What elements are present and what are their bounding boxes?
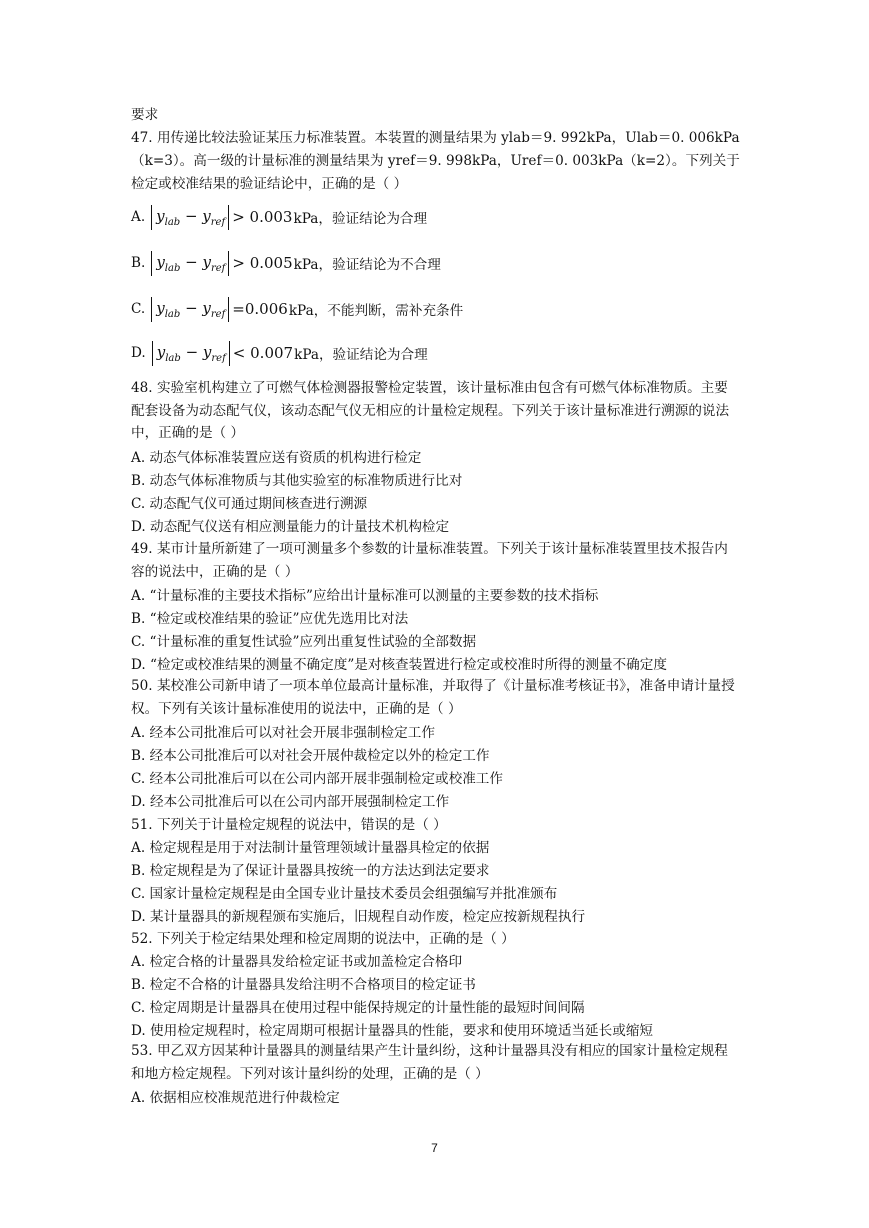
abs-difference-formula: $y_{lab} - y_{ref}$ — [151, 251, 229, 276]
heading-fragment: 要求 — [131, 107, 159, 123]
q48-option-d: D. 动态配气仪送有相应测量能力的计量技术机构检定 — [131, 519, 450, 535]
q47-option-d — [131, 339, 428, 367]
q49-option-c: C. “计量标准的重复性试验”应列出重复性试验的全部数据 — [131, 634, 477, 650]
q47-stem-line-2: （k=3）。高一级的计量标准的测量结果为 yref＝9. 998kPa，Uref＝0. 003kPa（k=2）。下列关于 — [131, 153, 740, 169]
q47-option-c — [131, 295, 463, 323]
q53-option-a: A. 依据相应校准规范进行仲裁检定 — [131, 1090, 340, 1106]
q50-option-b: B. 经本公司批准后可以对社会开展仲裁检定以外的检定工作 — [131, 748, 490, 764]
option-label: A. — [131, 209, 146, 225]
abs-difference-formula: $y_{lab} - y_{ref}$ — [151, 205, 229, 230]
q52-stem: 52. 下列关于检定结果处理和检定周期的说法中，正确的是（ ） — [131, 931, 515, 947]
abs-difference-formula: $y_{lab} - y_{ref}$ — [151, 297, 229, 322]
q49-option-a: A. “计量标准的主要技术指标”应给出计量标准可以测量的主要参数的技术指标 — [131, 588, 599, 604]
option-label: D. — [131, 345, 146, 361]
q49-option-d: D. “检定或校准结果的测量不确定度”是对核查装置进行检定或校准时所得的测量不确定度 — [131, 657, 667, 673]
comparison-value: > 0.003 — [232, 208, 293, 226]
q52-option-c: C. 检定周期是计量器具在使用过程中能保持规定的计量性能的最短时间间隔 — [131, 1000, 585, 1016]
q47-stem-line-1: 47. 用传递比较法验证某压力标准装置。本装置的测量结果为 ylab＝9. 992kPa，Ulab＝0. 006kPa — [131, 130, 740, 146]
q47-option-a — [131, 203, 427, 231]
page-number: 7 — [431, 1141, 438, 1155]
option-text: kPa，验证结论为合理 — [294, 347, 428, 363]
q50-option-a: A. 经本公司批准后可以对社会开展非强制检定工作 — [131, 725, 435, 741]
q51-option-a: A. 检定规程是用于对法制计量管理领域计量器具检定的依据 — [131, 840, 490, 856]
option-label: B. — [131, 255, 146, 271]
option-text: kPa，验证结论为不合理 — [293, 257, 441, 273]
q48-option-b: B. 动态气体标准物质与其他实验室的标准物质进行比对 — [131, 473, 463, 489]
q47-option-b — [131, 249, 441, 277]
abs-difference-formula: $y_{lab} - y_{ref}$ — [152, 341, 230, 366]
q49-option-b: B. “检定或校准结果的验证”应优先选用比对法 — [131, 611, 409, 627]
q51-option-c: C. 国家计量检定规程是由全国专业计量技术委员会组强编写并批准颁布 — [131, 886, 558, 902]
q48-option-a: A. 动态气体标准装置应送有资质的机构进行检定 — [131, 450, 422, 466]
q50-stem: 50. 某校准公司新申请了一项本单位最高计量标准，并取得了《计量标准考核证书》，准备申请计量授权。下列有关该计量标准使用的说法中，正确的是（ ） — [131, 678, 735, 717]
q52-option-b: B. 检定不合格的计量器具发给注明不合格项目的检定证书 — [131, 977, 476, 993]
q52-option-a: A. 检定合格的计量器具发给检定证书或加盖检定合格印 — [131, 954, 463, 970]
q51-option-d: D. 某计量器具的新规程颁布实施后，旧规程自动作废，检定应按新规程执行 — [131, 909, 586, 925]
option-text: kPa，不能判断，需补充条件 — [288, 303, 464, 319]
option-label: C. — [131, 301, 146, 317]
q52-option-d: D. 使用检定规程时，检定周期可根据计量器具的性能，要求和使用环境适当延长或缩短 — [131, 1023, 654, 1039]
q53-stem: 53. 甲乙双方因某种计量器具的测量结果产生计量纠纷，这种计量器具没有相应的国家计量检定规程和地方检定规程。下列对该计量纠纷的处理，正确的是（ ） — [131, 1043, 728, 1082]
comparison-value: > 0.005 — [232, 254, 293, 272]
q51-option-b: B. 检定规程是为了保证计量器具按统一的方法达到法定要求 — [131, 863, 490, 879]
comparison-value: < 0.007 — [232, 344, 294, 362]
q50-option-c: C. 经本公司批准后可以在公司内部开展非强制检定或校准工作 — [131, 771, 503, 787]
comparison-value: =0.006 — [232, 300, 288, 318]
q49-stem: 49. 某市计量所新建了一项可测量多个参数的计量标准装置。下列关于该计量标准装置里技术报告内容的说法中，正确的是（ ） — [131, 541, 728, 580]
q50-option-d: D. 经本公司批准后可以在公司内部开展强制检定工作 — [131, 794, 450, 810]
option-text: kPa，验证结论为合理 — [293, 211, 428, 227]
q47-stem-line-3: 检定或校准结果的验证结论中，正确的是（ ） — [131, 176, 408, 192]
q51-stem: 51. 下列关于计量检定规程的说法中，错误的是（ ） — [131, 817, 447, 833]
q48-option-c: C. 动态配气仪可通过期间核查进行溯源 — [131, 496, 368, 512]
q48-stem: 48. 实验室机构建立了可燃气体检测器报警检定装置，该计量标准由包含有可燃气体标准物质。主要配套设备为动态配气仪，该动态配气仪无相应的计量检定规程。下列关于该计量标准进行溯源的说法中，正确的是（ ） — [131, 380, 730, 442]
